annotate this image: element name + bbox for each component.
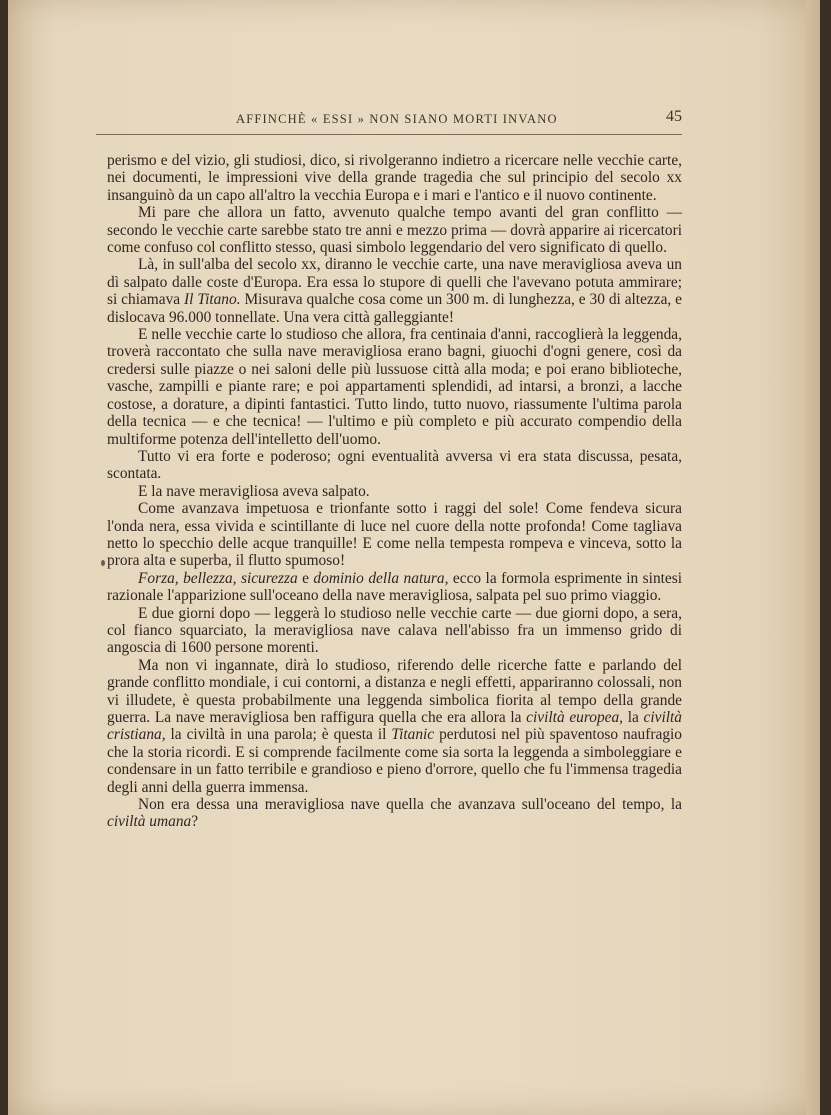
paragraph-8-conj: e — [297, 569, 314, 587]
page-header — [96, 110, 682, 135]
civilta-umana-italic: civiltà umana — [107, 813, 192, 831]
book-page — [8, 0, 820, 1115]
paragraph-11 — [107, 796, 682, 831]
paragraph-1: perismo e del vizio, gli studiosi, dico, si rivolgeranno indietro a ricercare nelle vecchie carte, nei documenti, le impressioni vive della grande tragedia che sul principio del secolo xx insanguinò da un capo all'altro la vecchia Europa e i mari e l'antico e il nuovo continente. — [107, 152, 682, 204]
paragraph-10-text: Ma non vi ingannate, dirà lo studioso, riferendo delle ricerche fatte e parlando del grande conflitto mondiale, i cui contorni, a distanza e negli effetti, appariranno colossali, non vi illudete, è questa probabilmente una leggenda simbolica fiorita al tempo della grande guerra. La nave meravigliosa ben raffigura quella che era allora la — [107, 656, 682, 726]
page-edge — [806, 0, 820, 1115]
running-title: AFFINCHÈ « ESSI » NON SIANO MORTI INVANO — [236, 112, 558, 126]
paragraph-10-text-end: perdutosi nel più spaventoso naufragio che la storia ricordi. E si comprende facilmente come sia sorta la leggenda a simboleggiare e condensare in un fatto terribile e grandioso e pieno d'orrore, quello che fu l'immensa tragedia degli anni della guerra immensa. — [107, 726, 682, 796]
paragraph-8-text: ecco la formola esprimente in sintesi razionale l'apparizione sull'oceano della nave meravigliosa, salpata pel suo primo viaggio. — [107, 569, 683, 605]
ship-name-italic: Il Titano. — [184, 291, 241, 309]
titanic-italic: Titanic — [391, 726, 435, 744]
civilta-cristiana-italic: civiltà cristiana, — [107, 709, 682, 744]
paragraph-11-end: ? — [191, 813, 199, 831]
paragraph-10-article: la — [623, 709, 644, 726]
paragraph-11-text: Non era dessa una meravigliosa nave quella che avanzava sull'oceano del tempo, la — [138, 796, 682, 814]
paragraph-2: Mi pare che allora un fatto, avvenuto qualche tempo avanti del gran conflitto — secondo le vecchie carte sarebbe stato tre anni e mezzo prima — dovrà apparire ai ricercatori come confuso col conflitto stesso, quasi simbolo leggendario del vero significato di quello. — [107, 204, 682, 257]
paragraph-3-text: Là, in sull'alba del secolo xx, diranno le vecchie carte, una nave meravigliosa aveva un dì salpato dalle coste d'Europa. Era essa lo stupore di quelli che l'avevano potuta ammirare; si chiamava — [107, 256, 682, 309]
paragraph-4: E nelle vecchie carte lo studioso che allora, fra centinaia d'anni, raccoglierà la leggenda, troverà raccontato che sulla nave meravigliosa erano bagni, giuochi d'ogni genere, così da credersi sulle piazze o nei saloni delle più lussuose città alla moda; e poi erano biblioteche, vasche, zampilli e piante rare; e poi appartamenti splendidi, ad intarsi, a bronzi, a lacche costose, a dorature, a dipinti fantastici. Tutto lindo, tutto nuovo, riassumente l'ultima parola della tecnica — e che tecnica! — l'ultimo e più completo e più accurato compendio della multiforme potenza dell'intelletto dell'uomo. — [107, 326, 682, 448]
paragraph-10-text-mid: la civiltà in una parola; è questa il — [165, 726, 392, 744]
paragraph-8 — [107, 570, 682, 605]
paragraph-7: Come avanzava impetuosa e trionfante sotto i raggi del sole! Come fendeva sicura l'onda nera, essa vivida e scintillante di luce nel cuore della notte profonda! Come tagliava netto lo specchio delle acque tranquille! E come nella tempesta rompeva e vinceva, sotto la prora alta e superba, il flutto spumoso! — [107, 500, 682, 570]
body-text — [107, 152, 682, 831]
paragraph-9: E due giorni dopo — leggerà lo studioso nelle vecchie carte — due giorni dopo, a sera, col fianco squarciato, la meravigliosa nave calava nell'abisso fra un immenso grido di angoscia di 1600 persone morenti. — [107, 604, 682, 657]
paragraph-5: Tutto vi era forte e poderoso; ogni eventualità avversa vi era stata discussa, pesata, scontata. — [107, 447, 682, 483]
civilta-europea-italic: civiltà europea, — [526, 709, 624, 726]
formula-italic-1: Forza, bellezza, sicurezza — [138, 569, 298, 587]
paragraph-3 — [107, 256, 682, 326]
paragraph-3-text-end: Misurava qualche cosa come un 300 m. di lunghezza, e 30 di altezza, e dislocava 96.000 tonnellate. Una vera città galleggiante! — [107, 291, 682, 326]
paragraph-10 — [107, 657, 682, 796]
paragraph-6: E la nave meravigliosa aveva salpato. — [138, 482, 370, 500]
ink-speck — [101, 560, 105, 566]
page-number: 45 — [666, 108, 682, 125]
formula-italic-2: dominio della natura, — [313, 569, 449, 587]
